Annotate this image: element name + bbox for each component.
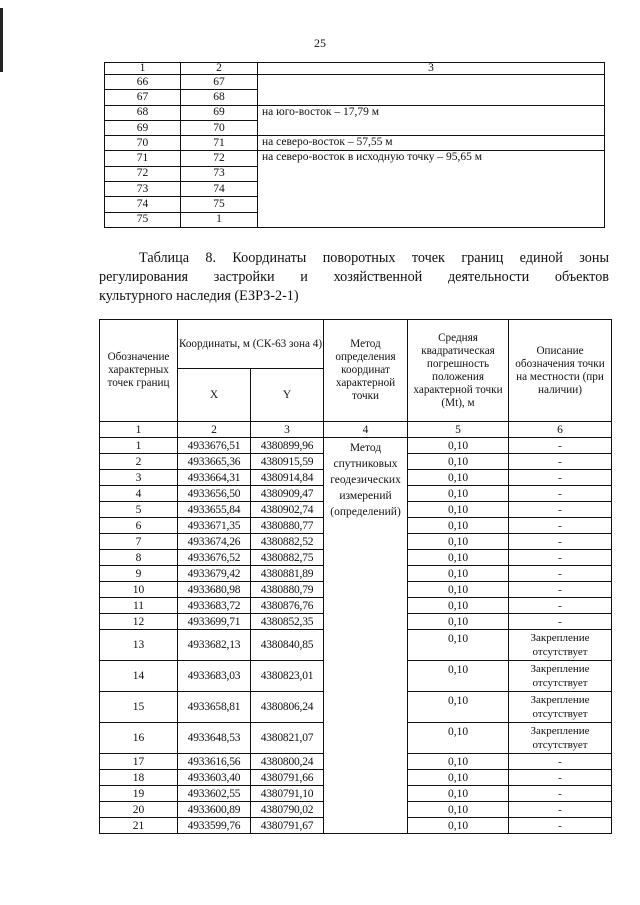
mt-value: 0,10 bbox=[408, 692, 509, 723]
point-description: - bbox=[509, 454, 612, 470]
x-coordinate: 4933616,56 bbox=[178, 754, 251, 770]
point-description: - bbox=[509, 470, 612, 486]
to-point: 74 bbox=[181, 182, 258, 197]
point-number: 19 bbox=[100, 786, 178, 802]
y-coordinate: 4380840,85 bbox=[251, 630, 324, 661]
point-description: Закрепление отсутствует bbox=[509, 630, 612, 661]
mt-value: 0,10 bbox=[408, 550, 509, 566]
mt-value: 0,10 bbox=[408, 630, 509, 661]
table-row bbox=[100, 438, 612, 454]
x-coordinate: 4933680,98 bbox=[178, 582, 251, 598]
from-point: 69 bbox=[105, 120, 181, 135]
x-header: X bbox=[178, 369, 251, 422]
point-number: 2 bbox=[100, 454, 178, 470]
column-number: 5 bbox=[408, 422, 509, 438]
point-number: 4 bbox=[100, 486, 178, 502]
from-point: 73 bbox=[105, 182, 181, 197]
point-number: 5 bbox=[100, 502, 178, 518]
y-coordinate: 4380806,24 bbox=[251, 692, 324, 723]
point-number: 12 bbox=[100, 614, 178, 630]
method-cell: Метод спутниковых геодезических измерений (определений) bbox=[324, 438, 408, 834]
table-caption bbox=[99, 249, 609, 306]
previous-table-header bbox=[105, 63, 605, 75]
point-number: 16 bbox=[100, 723, 178, 754]
from-point: 74 bbox=[105, 197, 181, 212]
x-coordinate: 4933683,03 bbox=[178, 661, 251, 692]
y-coordinate: 4380914,84 bbox=[251, 470, 324, 486]
x-coordinate: 4933656,50 bbox=[178, 486, 251, 502]
header-cell: 2 bbox=[181, 63, 258, 75]
point-description: - bbox=[509, 502, 612, 518]
table-row bbox=[105, 105, 605, 120]
x-coordinate: 4933682,13 bbox=[178, 630, 251, 661]
point-number: 20 bbox=[100, 802, 178, 818]
error-header: Средняя квадратическая погрешность положения характерной точки (Mt), м bbox=[408, 320, 509, 422]
y-coordinate: 4380876,76 bbox=[251, 598, 324, 614]
mt-value: 0,10 bbox=[408, 818, 509, 834]
method-header: Метод определения координат характерной точки bbox=[324, 320, 408, 422]
from-point: 71 bbox=[105, 151, 181, 166]
y-coordinate: 4380852,35 bbox=[251, 614, 324, 630]
y-coordinate: 4380821,07 bbox=[251, 723, 324, 754]
designation-header: Обозначение характерных точек границ bbox=[100, 320, 178, 422]
to-point: 70 bbox=[181, 120, 258, 135]
point-number: 9 bbox=[100, 566, 178, 582]
point-number: 10 bbox=[100, 582, 178, 598]
y-coordinate: 4380915,59 bbox=[251, 454, 324, 470]
y-coordinate: 4380791,67 bbox=[251, 818, 324, 834]
mt-value: 0,10 bbox=[408, 754, 509, 770]
header-cell: 3 bbox=[258, 63, 605, 75]
column-number: 2 bbox=[178, 422, 251, 438]
from-point: 70 bbox=[105, 136, 181, 151]
point-description: - bbox=[509, 614, 612, 630]
x-coordinate: 4933664,31 bbox=[178, 470, 251, 486]
y-coordinate: 4380791,10 bbox=[251, 786, 324, 802]
point-number: 6 bbox=[100, 518, 178, 534]
column-number: 4 bbox=[324, 422, 408, 438]
y-coordinate: 4380882,75 bbox=[251, 550, 324, 566]
x-coordinate: 4933658,81 bbox=[178, 692, 251, 723]
point-description: - bbox=[509, 754, 612, 770]
point-description: - bbox=[509, 518, 612, 534]
to-point: 75 bbox=[181, 197, 258, 212]
point-description: - bbox=[509, 438, 612, 454]
description-header: Описание обозначения точки на местности (при наличии) bbox=[509, 320, 612, 422]
column-number: 3 bbox=[251, 422, 324, 438]
point-description: - bbox=[509, 818, 612, 834]
y-coordinate: 4380791,66 bbox=[251, 770, 324, 786]
mt-value: 0,10 bbox=[408, 802, 509, 818]
mt-value: 0,10 bbox=[408, 598, 509, 614]
x-coordinate: 4933602,55 bbox=[178, 786, 251, 802]
point-number: 21 bbox=[100, 818, 178, 834]
point-description: Закрепление отсутствует bbox=[509, 692, 612, 723]
x-coordinate: 4933600,89 bbox=[178, 802, 251, 818]
table-row bbox=[105, 151, 605, 166]
point-description: - bbox=[509, 770, 612, 786]
caption-line: регулирования застройки и хозяйственной деятельности объектов bbox=[99, 269, 609, 285]
y-header: Y bbox=[251, 369, 324, 422]
x-coordinate: 4933603,40 bbox=[178, 770, 251, 786]
point-description: - bbox=[509, 486, 612, 502]
x-coordinate: 4933674,26 bbox=[178, 534, 251, 550]
x-coordinate: 4933648,53 bbox=[178, 723, 251, 754]
mt-value: 0,10 bbox=[408, 582, 509, 598]
point-description: Закрепление отсутствует bbox=[509, 661, 612, 692]
y-coordinate: 4380899,96 bbox=[251, 438, 324, 454]
column-number: 1 bbox=[100, 422, 178, 438]
to-point: 72 bbox=[181, 151, 258, 166]
point-number: 13 bbox=[100, 630, 178, 661]
point-description: - bbox=[509, 786, 612, 802]
table-header-row bbox=[100, 320, 612, 369]
mt-value: 0,10 bbox=[408, 470, 509, 486]
to-point: 67 bbox=[181, 75, 258, 90]
y-coordinate: 4380790,02 bbox=[251, 802, 324, 818]
to-point: 69 bbox=[181, 105, 258, 120]
mt-value: 0,10 bbox=[408, 454, 509, 470]
to-point: 68 bbox=[181, 90, 258, 105]
y-coordinate: 4380880,77 bbox=[251, 518, 324, 534]
point-number: 18 bbox=[100, 770, 178, 786]
y-coordinate: 4380800,24 bbox=[251, 754, 324, 770]
previous-table bbox=[104, 62, 605, 228]
point-number: 1 bbox=[100, 438, 178, 454]
from-point: 66 bbox=[105, 75, 181, 90]
mt-value: 0,10 bbox=[408, 438, 509, 454]
y-coordinate: 4380882,52 bbox=[251, 534, 324, 550]
x-coordinate: 4933671,35 bbox=[178, 518, 251, 534]
coordinates-header: Координаты, м (СК-63 зона 4) bbox=[178, 320, 324, 369]
point-description: Закрепление отсутствует bbox=[509, 723, 612, 754]
page-number: 25 bbox=[314, 36, 326, 50]
mt-value: 0,10 bbox=[408, 534, 509, 550]
y-coordinate: 4380823,01 bbox=[251, 661, 324, 692]
y-coordinate: 4380909,47 bbox=[251, 486, 324, 502]
point-description: - bbox=[509, 534, 612, 550]
table-row bbox=[105, 75, 605, 90]
to-point: 73 bbox=[181, 166, 258, 181]
x-coordinate: 4933676,51 bbox=[178, 438, 251, 454]
point-number: 11 bbox=[100, 598, 178, 614]
y-coordinate: 4380880,79 bbox=[251, 582, 324, 598]
x-coordinate: 4933679,42 bbox=[178, 566, 251, 582]
x-coordinate: 4933683,72 bbox=[178, 598, 251, 614]
mt-value: 0,10 bbox=[408, 770, 509, 786]
description-cell: на северо-восток – 57,55 м bbox=[258, 136, 605, 151]
table-row bbox=[105, 136, 605, 151]
coordinates-table-body bbox=[100, 438, 612, 834]
from-point: 67 bbox=[105, 90, 181, 105]
point-description: - bbox=[509, 582, 612, 598]
to-point: 71 bbox=[181, 136, 258, 151]
to-point: 1 bbox=[181, 212, 258, 227]
x-coordinate: 4933655,84 bbox=[178, 502, 251, 518]
x-coordinate: 4933699,71 bbox=[178, 614, 251, 630]
description-cell bbox=[258, 75, 605, 106]
point-description: - bbox=[509, 802, 612, 818]
point-description: - bbox=[509, 550, 612, 566]
point-number: 15 bbox=[100, 692, 178, 723]
point-description: - bbox=[509, 566, 612, 582]
coordinates-table bbox=[99, 319, 612, 834]
mt-value: 0,10 bbox=[408, 786, 509, 802]
x-coordinate: 4933599,76 bbox=[178, 818, 251, 834]
from-point: 75 bbox=[105, 212, 181, 227]
caption-line: культурного наследия (ЕЗРЗ-2-1) bbox=[99, 288, 299, 304]
column-number: 6 bbox=[509, 422, 612, 438]
point-number: 17 bbox=[100, 754, 178, 770]
from-point: 68 bbox=[105, 105, 181, 120]
x-coordinate: 4933665,36 bbox=[178, 454, 251, 470]
from-point: 72 bbox=[105, 166, 181, 181]
point-number: 14 bbox=[100, 661, 178, 692]
mt-value: 0,10 bbox=[408, 661, 509, 692]
caption-line: Таблица 8. Координаты поворотных точек границ единой зоны bbox=[139, 250, 609, 266]
mt-value: 0,10 bbox=[408, 614, 509, 630]
mt-value: 0,10 bbox=[408, 502, 509, 518]
y-coordinate: 4380881,89 bbox=[251, 566, 324, 582]
point-number: 3 bbox=[100, 470, 178, 486]
description-cell: на юго-восток – 17,79 м bbox=[258, 105, 605, 136]
mt-value: 0,10 bbox=[408, 566, 509, 582]
header-cell: 1 bbox=[105, 63, 181, 75]
description-cell: на северо-восток в исходную точку – 95,65 м bbox=[258, 151, 605, 227]
point-number: 7 bbox=[100, 534, 178, 550]
mt-value: 0,10 bbox=[408, 518, 509, 534]
point-number: 8 bbox=[100, 550, 178, 566]
point-description: - bbox=[509, 598, 612, 614]
y-coordinate: 4380902,74 bbox=[251, 502, 324, 518]
x-coordinate: 4933676,52 bbox=[178, 550, 251, 566]
mt-value: 0,10 bbox=[408, 723, 509, 754]
mt-value: 0,10 bbox=[408, 486, 509, 502]
column-numbers-row bbox=[100, 422, 612, 438]
